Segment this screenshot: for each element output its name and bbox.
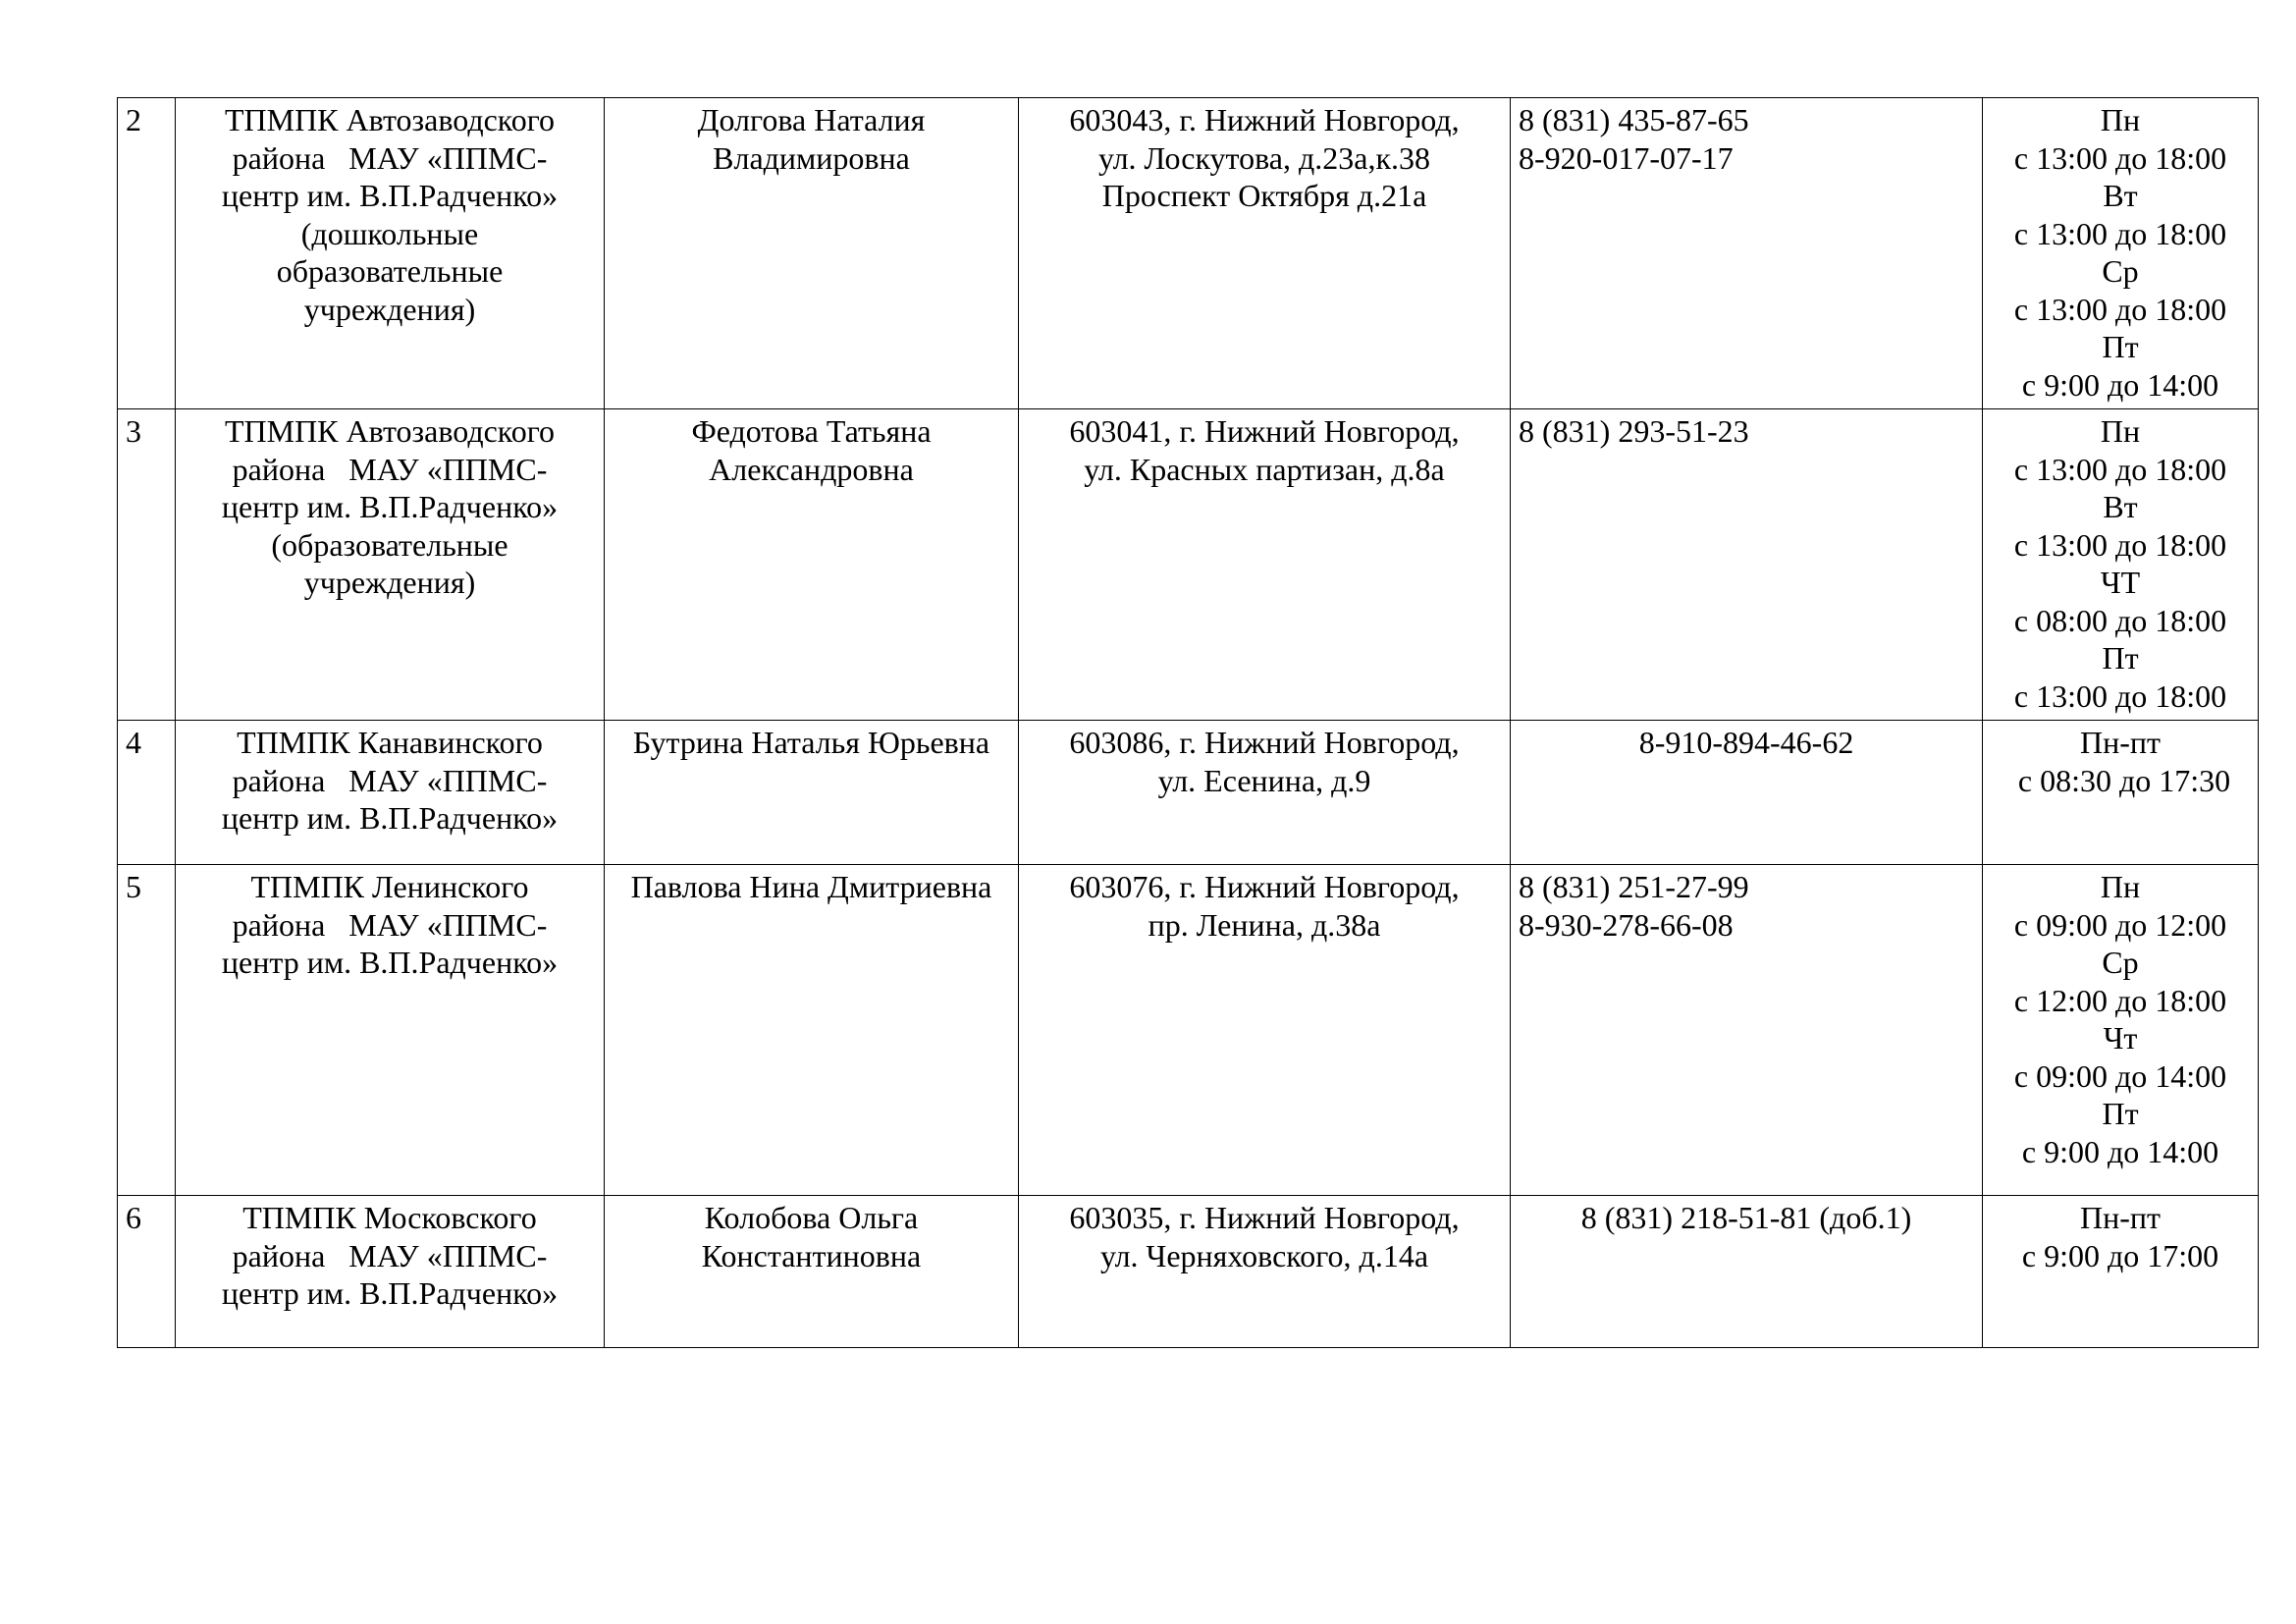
- schedule-cell: Пн-пт с 08:30 до 17:30: [1983, 721, 2259, 865]
- address-cell: 603043, г. Нижний Новгород, ул. Лоскутова, д.23а,к.38 Проспект Октября д.21а: [1019, 98, 1511, 409]
- phone-cell: 8 (831) 435-87-65 8-920-017-07-17: [1511, 98, 1983, 409]
- commission-table: [117, 97, 2259, 1348]
- row-number-cell: 5: [118, 865, 176, 1196]
- organization-cell: ТПМПК Ленинского района МАУ «ППМС- центр им. В.П.Радченко»: [176, 865, 605, 1196]
- row-number-cell: 3: [118, 409, 176, 721]
- head-name-cell: Федотова Татьяна Александровна: [605, 409, 1019, 721]
- table-row: [118, 865, 2259, 1196]
- address-cell: 603041, г. Нижний Новгород, ул. Красных партизан, д.8а: [1019, 409, 1511, 721]
- phone-cell: 8-910-894-46-62: [1511, 721, 1983, 865]
- table-row: [118, 409, 2259, 721]
- organization-cell: ТПМПК Автозаводского района МАУ «ППМС- центр им. В.П.Радченко» (дошкольные образовательные учреждения): [176, 98, 605, 409]
- organization-cell: ТПМПК Канавинского района МАУ «ППМС- центр им. В.П.Радченко»: [176, 721, 605, 865]
- head-name-cell: Колобова Ольга Константиновна: [605, 1196, 1019, 1348]
- table-row: [118, 1196, 2259, 1348]
- head-name-cell: Павлова Нина Дмитриевна: [605, 865, 1019, 1196]
- schedule-cell: Пн с 13:00 до 18:00 Вт с 13:00 до 18:00 Ср с 13:00 до 18:00 Пт с 9:00 до 14:00: [1983, 98, 2259, 409]
- schedule-cell: Пн с 13:00 до 18:00 Вт с 13:00 до 18:00 ЧТ с 08:00 до 18:00 Пт с 13:00 до 18:00: [1983, 409, 2259, 721]
- phone-cell: 8 (831) 218-51-81 (доб.1): [1511, 1196, 1983, 1348]
- organization-cell: ТПМПК Московского района МАУ «ППМС- центр им. В.П.Радченко»: [176, 1196, 605, 1348]
- schedule-cell: Пн-пт с 9:00 до 17:00: [1983, 1196, 2259, 1348]
- head-name-cell: Долгова Наталия Владимировна: [605, 98, 1019, 409]
- organization-cell: ТПМПК Автозаводского района МАУ «ППМС- центр им. В.П.Радченко» (образовательные учреждения): [176, 409, 605, 721]
- table-row: [118, 721, 2259, 865]
- address-cell: 603086, г. Нижний Новгород, ул. Есенина, д.9: [1019, 721, 1511, 865]
- row-number-cell: 4: [118, 721, 176, 865]
- head-name-cell: Бутрина Наталья Юрьевна: [605, 721, 1019, 865]
- phone-cell: 8 (831) 251-27-99 8-930-278-66-08: [1511, 865, 1983, 1196]
- address-cell: 603035, г. Нижний Новгород, ул. Черняховского, д.14а: [1019, 1196, 1511, 1348]
- table-row: [118, 98, 2259, 409]
- address-cell: 603076, г. Нижний Новгород, пр. Ленина, д.38а: [1019, 865, 1511, 1196]
- schedule-cell: Пн с 09:00 до 12:00 Ср с 12:00 до 18:00 Чт с 09:00 до 14:00 Пт с 9:00 до 14:00: [1983, 865, 2259, 1196]
- row-number-cell: 2: [118, 98, 176, 409]
- row-number-cell: 6: [118, 1196, 176, 1348]
- phone-cell: 8 (831) 293-51-23: [1511, 409, 1983, 721]
